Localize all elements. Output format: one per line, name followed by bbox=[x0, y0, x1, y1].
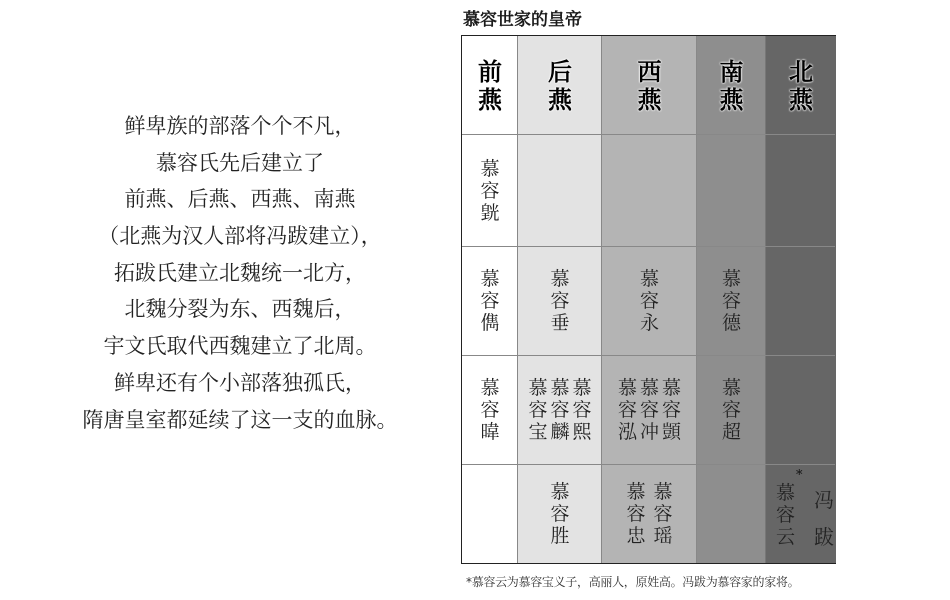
header-char: 燕 bbox=[548, 85, 572, 114]
header-nanyan bbox=[697, 36, 766, 135]
header-char: 燕 bbox=[719, 85, 744, 114]
emperor-name: 慕 容 皝 bbox=[480, 157, 500, 224]
emperor-name: 慕 容 熙 bbox=[572, 377, 592, 443]
asterisk-marker: * bbox=[796, 468, 803, 483]
emperor-name: 慕 容 泓 bbox=[617, 377, 637, 443]
cell-r3-c2 bbox=[602, 356, 697, 464]
header-char: 前 bbox=[478, 57, 502, 86]
emperor-name: 慕 容 儁 bbox=[480, 268, 500, 334]
emperor-name: 慕 容 麟 bbox=[550, 377, 570, 443]
emperor-name-fengba: 冯 跋 bbox=[814, 488, 834, 549]
header-char: 燕 bbox=[478, 85, 502, 114]
poem-line: 宇文氏取代西魏建立了北周。 bbox=[103, 334, 377, 359]
cell-r2-c2 bbox=[602, 247, 697, 355]
cell-r4-c1 bbox=[518, 465, 602, 563]
cell-r4-c2 bbox=[602, 465, 697, 563]
emperor-name: 慕 容 德 bbox=[721, 268, 741, 334]
emperor-name: 慕 容 永 bbox=[639, 268, 659, 334]
cell-r3-c3 bbox=[697, 356, 766, 464]
poem-line: 鲜卑族的部落个个不凡， bbox=[124, 114, 356, 138]
poem-line: （北燕为汉人部将冯跋建立）， bbox=[98, 224, 382, 249]
cell-r3-c1 bbox=[518, 356, 602, 464]
header-char: 燕 bbox=[637, 85, 662, 114]
chart-title: 慕容世家的皇帝 bbox=[463, 10, 582, 30]
poem-line: 前燕、后燕、西燕、南燕 bbox=[124, 187, 356, 212]
emperor-name: 慕 容 暐 bbox=[480, 377, 500, 443]
emperor-name: 慕 容 瑶 bbox=[653, 481, 673, 547]
emperor-name: 慕 容 垂 bbox=[550, 268, 570, 334]
header-char: 南 bbox=[719, 57, 744, 86]
header-houyan bbox=[518, 36, 602, 135]
cell-r3-c0 bbox=[462, 356, 518, 464]
emperor-name: 慕 容 忠 bbox=[626, 481, 646, 547]
emperor-name: 慕 容 冲 bbox=[639, 377, 659, 443]
emperor-name: 慕 容 宝 bbox=[528, 377, 548, 443]
poem-line: 隋唐皇室都延续了这一支的血脉。 bbox=[82, 407, 398, 432]
poem-line: 拓跋氏建立北魏统一北方， bbox=[114, 260, 366, 285]
emperor-name: 慕 容 超 bbox=[721, 377, 741, 443]
cell-r2-c0 bbox=[462, 247, 518, 355]
poem-line: 鲜卑还有个小部落独孤氏， bbox=[114, 370, 366, 395]
poem-text bbox=[40, 108, 440, 438]
header-char: 后 bbox=[548, 57, 572, 86]
header-char: 燕 bbox=[789, 85, 813, 114]
emperor-name: 慕 容 胜 bbox=[550, 481, 570, 547]
header-qianyan bbox=[462, 36, 518, 135]
cell-r1-c0 bbox=[462, 135, 518, 246]
poem-line: 慕容氏先后建立了 bbox=[156, 150, 324, 175]
emperor-grid bbox=[461, 35, 836, 564]
header-beiyan bbox=[766, 36, 836, 135]
header-xiyan bbox=[602, 36, 697, 135]
cell-r2-c3 bbox=[697, 247, 766, 355]
footnote: *慕容云为慕容宝义子，高丽人，原姓高。冯跋为慕容家的家将。 bbox=[466, 575, 800, 589]
poem-line: 北魏分裂为东、西魏后， bbox=[124, 297, 356, 322]
header-char: 西 bbox=[637, 57, 662, 86]
emperor-name: 慕 容 顗 bbox=[662, 377, 682, 443]
header-char: 北 bbox=[789, 57, 813, 86]
cell-r2-c1 bbox=[518, 247, 602, 355]
emperor-name-murongyun: 慕 容 云 bbox=[776, 482, 796, 548]
